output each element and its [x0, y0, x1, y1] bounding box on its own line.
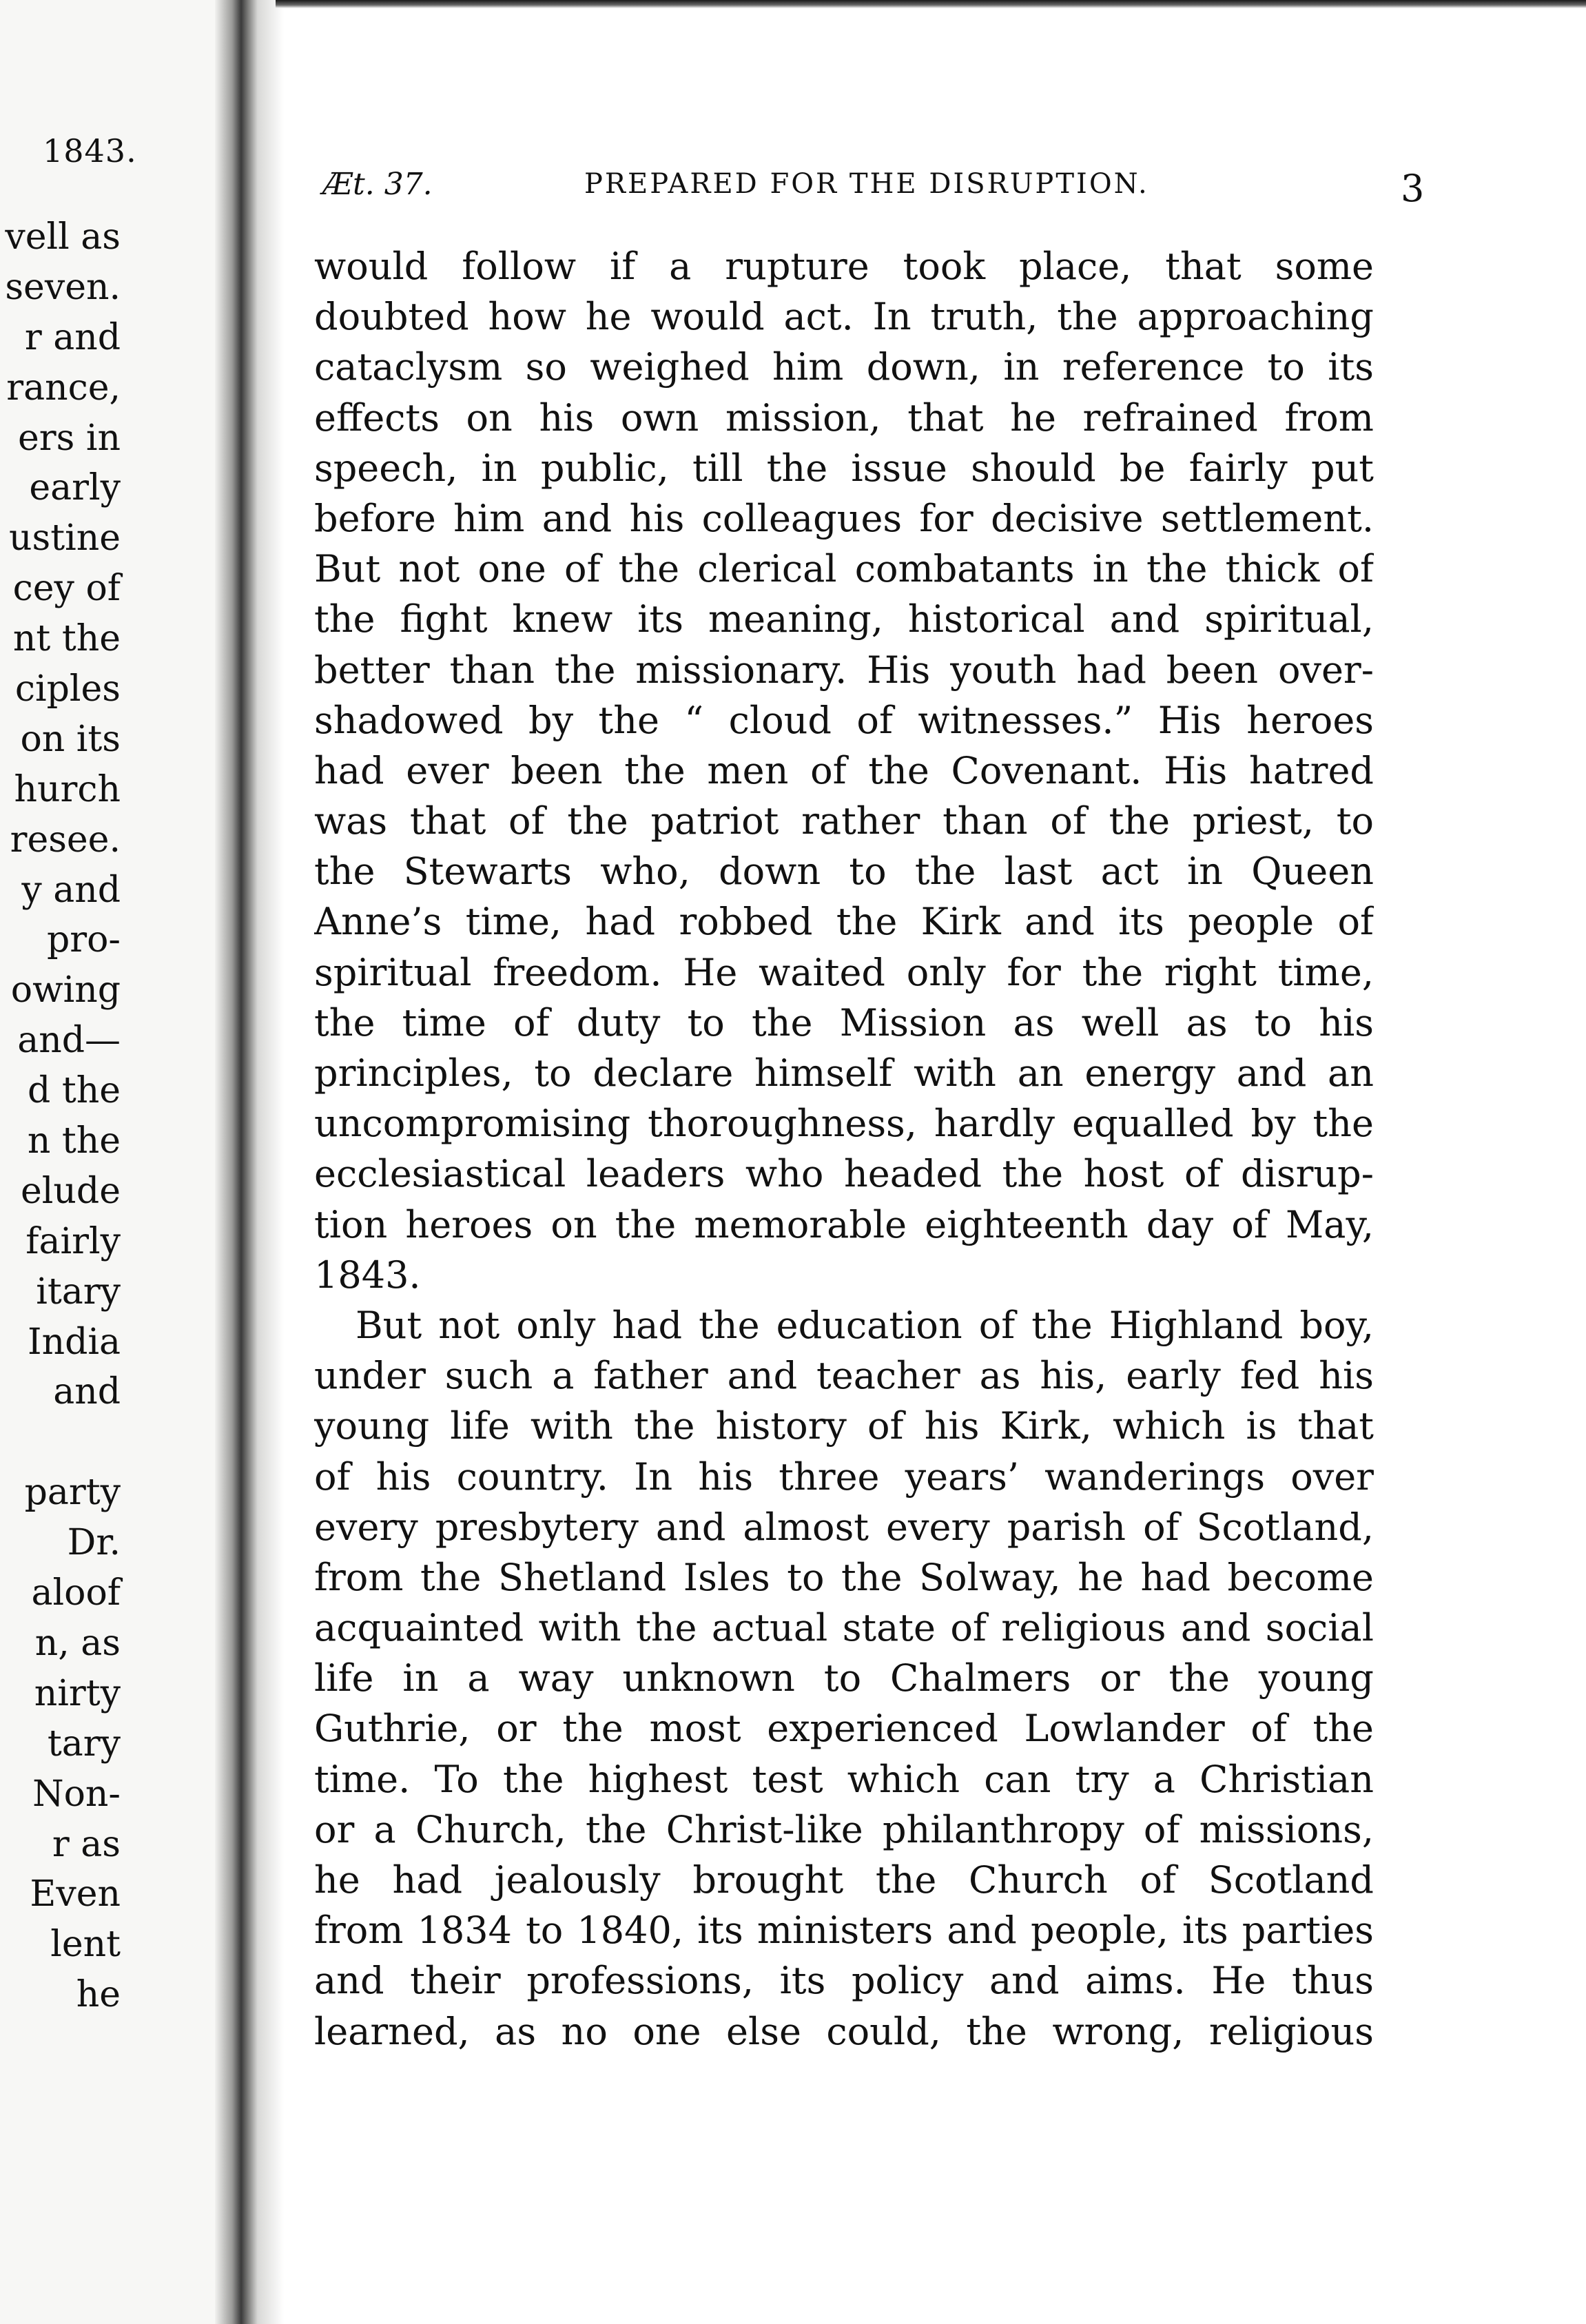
left-page-lines — [0, 212, 121, 2020]
text-line: was that of the patriot rather than of the priest, to — [314, 799, 1374, 843]
paragraph — [314, 241, 1374, 1300]
left-page-line: he — [76, 1974, 121, 2016]
text-line: uncompromising thoroughness, hardly equalled by the — [314, 1102, 1374, 1146]
left-page-line: on its — [20, 718, 121, 760]
left-page-line: lent — [50, 1924, 121, 1966]
left-page-line: fairly — [25, 1220, 121, 1262]
text-line: every presbytery and almost every parish of Scotland, — [314, 1505, 1374, 1549]
left-page-line: owing — [10, 969, 121, 1011]
left-page-line: Non- — [32, 1773, 121, 1815]
left-page-line: n, as — [34, 1622, 121, 1664]
text-line: principles, to declare himself with an energy and an — [314, 1051, 1374, 1095]
left-page-line: n the — [27, 1120, 121, 1162]
left-page-line: ustine — [9, 517, 121, 559]
left-page-line: nirty — [34, 1672, 121, 1714]
text-line: Guthrie, or the most experienced Lowlander of the — [314, 1707, 1374, 1751]
running-head-age: Æt. 37. — [322, 167, 433, 202]
left-page-line: r as — [52, 1823, 121, 1865]
text-line: doubted how he would act. In truth, the approaching — [314, 295, 1374, 339]
left-page-line: early — [29, 467, 121, 509]
left-page-line: r and — [24, 316, 121, 358]
text-line: better than the missionary. His youth had been over- — [314, 648, 1374, 692]
left-page-line: nt the — [12, 618, 121, 660]
left-page-line: resee. — [10, 819, 121, 861]
left-page-line: itary — [36, 1271, 121, 1313]
left-page-line: Dr. — [67, 1522, 121, 1564]
text-line: and their professions, its policy and aims. He thus — [314, 1959, 1374, 2003]
left-page-line: party — [24, 1472, 121, 1514]
binding-gutter — [215, 0, 284, 2324]
left-page-line: rance, — [6, 367, 121, 409]
left-page-line: and — [53, 1371, 121, 1413]
text-line: from the Shetland Isles to the Solway, he had become — [314, 1555, 1374, 1599]
left-page-line: Even — [30, 1873, 121, 1915]
text-line: shadowed by the “ cloud of witnesses.” His heroes — [314, 698, 1374, 742]
left-page-fragment — [0, 0, 224, 2324]
left-page-line: India — [28, 1321, 121, 1363]
text-line: of his country. In his three years’ wanderings over — [314, 1454, 1374, 1499]
text-line: tion heroes on the memorable eighteenth day of May, — [314, 1202, 1374, 1246]
text-line: or a Church, the Christ-like philanthropy of missions, — [314, 1807, 1374, 1851]
left-page-line: tary — [47, 1723, 121, 1765]
left-page-line — [0, 1417, 121, 1468]
left-page-year: 1843. — [43, 132, 137, 169]
left-page-line: ers in — [18, 417, 121, 459]
text-line: speech, in public, till the issue should be fairly put — [314, 446, 1374, 490]
text-line: effects on his own mission, that he refrained from — [314, 395, 1374, 440]
text-line: the fight knew its meaning, historical and spiritual, — [314, 597, 1374, 641]
left-page-line: aloof — [31, 1572, 121, 1614]
text-line: the Stewarts who, down to the last act in Queen — [314, 850, 1374, 894]
text-line: cataclysm so weighed him down, in reference to its — [314, 345, 1374, 389]
text-line: acquainted with the actual state of religious and social — [314, 1606, 1374, 1650]
running-head — [322, 158, 1586, 210]
left-page-line: and— — [17, 1020, 121, 1062]
text-line: under such a father and teacher as his, early fed his — [314, 1354, 1374, 1398]
text-line: Anne’s time, had robbed the Kirk and its people of — [314, 900, 1374, 944]
text-line: But not one of the clerical combatants in the thick of — [314, 547, 1374, 591]
top-scan-edge — [276, 0, 1586, 8]
text-line: time. To the highest test which can try a Christian — [314, 1757, 1374, 1801]
running-head-title: PREPARED FOR THE DISRUPTION. — [584, 168, 1149, 200]
left-page-line: elude — [21, 1170, 121, 1212]
text-line: he had jealously brought the Church of Scotland — [314, 1858, 1374, 1902]
left-page-line: d the — [28, 1070, 121, 1112]
paragraph — [314, 1300, 1374, 2057]
left-page-line: seven. — [5, 266, 121, 308]
left-page-line: cey of — [12, 568, 121, 610]
text-line: the time of duty to the Mission as well as to his — [314, 1000, 1374, 1045]
left-page-line: y and — [21, 869, 121, 911]
page-number: 3 — [1401, 167, 1425, 210]
text-line: But not only had the education of the Highland boy, — [356, 1303, 1374, 1347]
text-line: learned, as no one else could, the wrong, religious — [314, 2009, 1374, 2053]
left-page-line: hurch — [14, 768, 121, 810]
left-page-line: pro- — [46, 919, 121, 961]
text-line: from 1834 to 1840, its ministers and people, its parties — [314, 1909, 1374, 1953]
text-line: before him and his colleagues for decisive settlement. — [314, 496, 1374, 540]
left-page-line: ciples — [14, 668, 121, 710]
text-line: spiritual freedom. He waited only for the right time, — [314, 950, 1374, 994]
text-line: life in a way unknown to Chalmers or the young — [314, 1656, 1374, 1700]
body-text — [314, 241, 1374, 2057]
text-line: young life with the history of his Kirk, which is that — [314, 1404, 1374, 1448]
text-line: ecclesiastical leaders who headed the host of disrup- — [314, 1152, 1374, 1196]
right-page — [284, 8, 1586, 2324]
text-line: had ever been the men of the Covenant. His hatred — [314, 748, 1374, 792]
text-line: 1843. — [314, 1253, 421, 1297]
text-line: would follow if a rupture took place, that some — [314, 245, 1374, 288]
left-page-line: vell as — [5, 216, 121, 258]
